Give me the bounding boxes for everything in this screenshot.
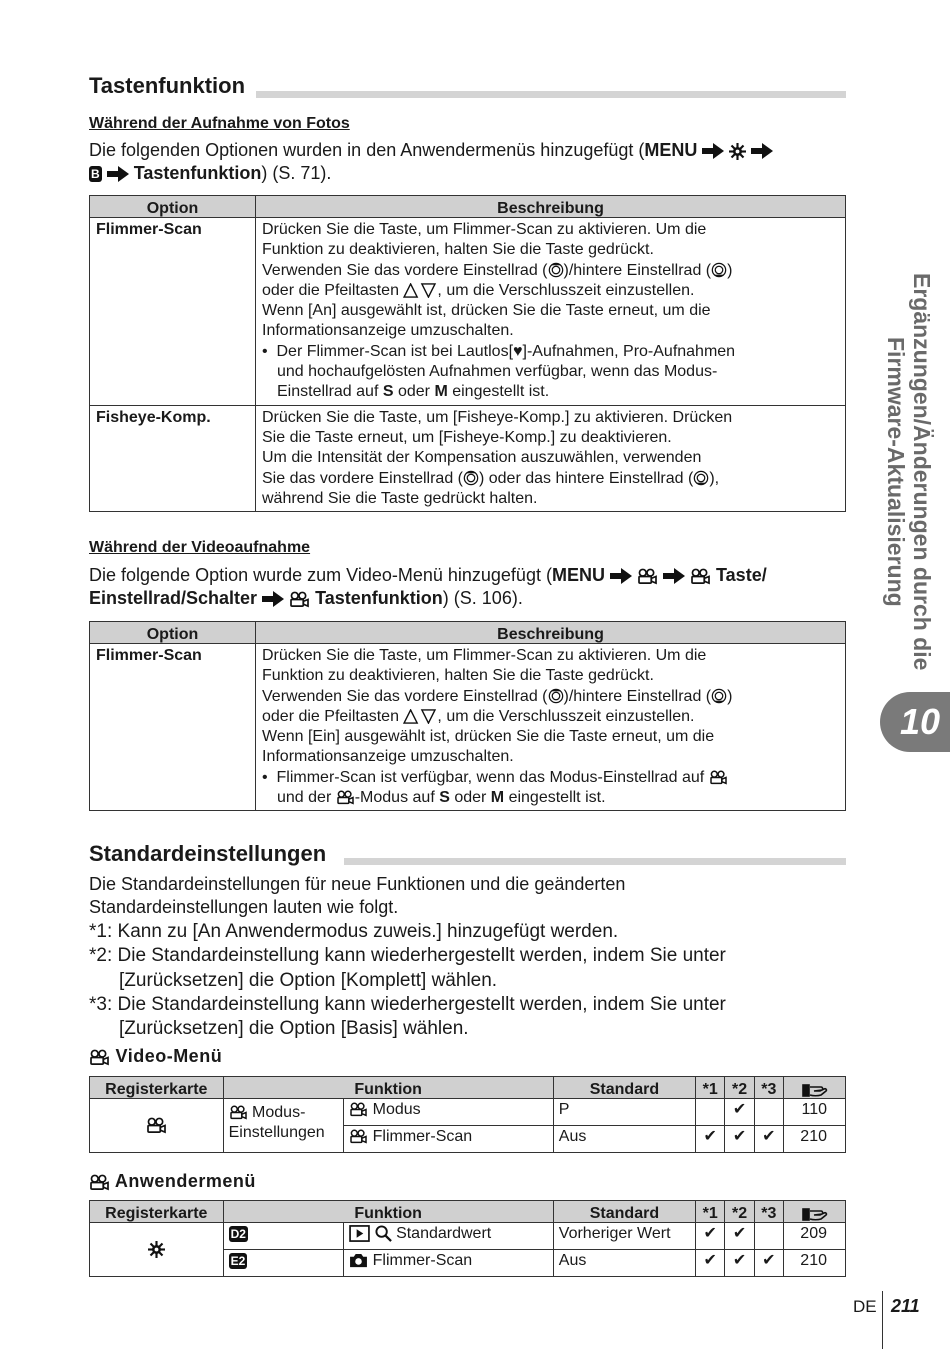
movie-camera-icon: [336, 790, 355, 805]
page-reference-icon: [802, 1206, 828, 1222]
page-number: 211: [891, 1296, 920, 1316]
header-beschreibung: Beschreibung: [256, 622, 846, 644]
photo-intro: Die folgenden Optionen wurden in den Anwendermenüs hinzugefügt (MENU B Tastenfunktion) (S. 71).: [89, 139, 849, 185]
bullet-note: • Der Flimmer-Scan ist bei Lautlos[♥]-Aufnahmen, Pro-Aufnahmen und hochaufgelösten Aufnahmen verfügbar, wenn das Modus- Einstellrad auf S oder M eingestellt ist.: [262, 342, 736, 401]
header-registerkarte: Registerkarte: [90, 1077, 224, 1099]
table-row: [90, 1223, 846, 1250]
gear-icon: [148, 1241, 165, 1258]
front-dial-icon: [548, 688, 564, 704]
right-arrow-icon: [107, 166, 129, 182]
page-cell: 209: [784, 1223, 846, 1250]
n1-cell: ✔: [696, 1250, 725, 1277]
n1-cell: ✔: [696, 1223, 725, 1250]
header-page: [784, 1077, 846, 1099]
header-option: Option: [90, 622, 256, 644]
menu-tab-b-icon: B: [91, 167, 100, 182]
header-page: [784, 1201, 846, 1223]
page-cell: 210: [784, 1250, 846, 1277]
submenu-d2-icon: D2: [230, 1226, 246, 1241]
page-cell: 110: [784, 1099, 846, 1126]
header-standard: Standard: [553, 1077, 695, 1099]
front-dial-icon: [463, 470, 479, 486]
movie-camera-icon: [229, 1105, 248, 1120]
camera-icon: [349, 1253, 368, 1268]
n3-cell: [754, 1099, 783, 1126]
standard-cell: Vorheriger Wert: [553, 1223, 695, 1250]
n3-cell: ✔: [754, 1250, 783, 1277]
right-arrow-icon: [610, 568, 632, 584]
right-arrow-icon: [702, 143, 724, 159]
header-funktion: Funktion: [223, 1077, 553, 1099]
n1-cell: [696, 1099, 725, 1126]
rear-dial-icon: [711, 262, 727, 278]
page-cell: 210: [784, 1126, 846, 1153]
section-title-underline: [256, 91, 846, 98]
movie-camera-icon: [709, 770, 728, 785]
n2-cell: ✔: [725, 1126, 754, 1153]
n3-cell: [754, 1223, 783, 1250]
table-row: [90, 1099, 846, 1126]
chapter-title-vertical: Ergänzungen/Änderungen durch die Firmware-Aktualisierung: [883, 273, 935, 671]
group-cell: Modus- Einstellungen: [223, 1099, 344, 1153]
movie-camera-icon: [349, 1102, 368, 1117]
function-cell: Flimmer-Scan: [344, 1250, 554, 1277]
right-arrow-icon: [751, 143, 773, 159]
subheading-video: Während der Videoaufnahme: [89, 539, 311, 556]
header-funktion: Funktion: [223, 1201, 553, 1223]
footer-language: DE: [853, 1297, 877, 1316]
footnotes: *1: Kann zu [An Anwendermodus zuweis.] hinzugefügt werden. *2: Die Standardeinstellung kann wiederhergestellt werden, indem Sie unter [Zurücksetzen] die Option [Komplett] wählen. *3: Die Standardeinstellung kann wiederhergestellt werden, indem Sie unter [Zurücksetzen] die Option [Basis] wählen.: [89, 921, 726, 1040]
chapter-number: 10: [900, 701, 941, 742]
header-n3: *3: [754, 1201, 783, 1223]
n1-cell: ✔: [696, 1126, 725, 1153]
function-cell: Flimmer-Scan: [344, 1126, 554, 1153]
option-description: Drücken Sie die Taste, um Flimmer-Scan zu aktivieren. Um die Funktion zu deaktivieren, halten Sie die Taste gedrückt. Verwenden Sie das vordere Einstellrad ( )/hintere Einstellrad ( ) oder die Pfeiltasten , um die Verschlusszeit einzustellen. Wenn [Ein] ausgewählt ist, drücken Sie die Taste erneut, um die Informationsanzeige umzuschalten. • Flimmer-Scan ist verfügbar, wenn das Modus-Einstellrad auf und der -Modus auf S oder M eingestellt ist.: [256, 644, 846, 811]
rear-dial-icon: [711, 688, 727, 704]
footer-divider: [882, 1291, 883, 1349]
function-cell: Standardwert: [344, 1223, 554, 1250]
magnify-icon: [375, 1225, 392, 1242]
header-n3: *3: [754, 1077, 783, 1099]
function-cell: Modus: [344, 1099, 554, 1126]
movie-camera-icon: [89, 1049, 110, 1066]
right-arrow-icon: [663, 568, 685, 584]
header-n1: *1: [696, 1077, 725, 1099]
rear-dial-icon: [693, 470, 709, 486]
submenu-cell: [223, 1223, 344, 1250]
submenu-cell: [223, 1250, 344, 1277]
header-option: Option: [90, 196, 256, 218]
n2-cell: ✔: [725, 1250, 754, 1277]
tab-cell: [90, 1223, 224, 1277]
right-arrow-icon: [262, 591, 284, 607]
header-n2: *2: [725, 1077, 754, 1099]
front-dial-icon: [548, 262, 564, 278]
table-row: [90, 405, 846, 511]
header-n2: *2: [725, 1201, 754, 1223]
option-name: Flimmer-Scan: [90, 218, 256, 406]
gear-icon: [729, 143, 746, 160]
movie-camera-icon: [146, 1117, 167, 1134]
header-beschreibung: Beschreibung: [256, 196, 846, 218]
playback-icon: [349, 1225, 370, 1242]
video-intro: Die folgende Option wurde zum Video-Menü hinzugefügt (MENU Taste/ Einstellrad/Schalter Tastenfunktion) (S. 106).: [89, 565, 767, 608]
standard-cell: Aus: [553, 1250, 695, 1277]
table-row: [90, 218, 846, 406]
photo-options-table: [89, 195, 846, 512]
header-registerkarte: Registerkarte: [90, 1201, 224, 1223]
option-name: Fisheye-Komp.: [90, 405, 256, 511]
movie-camera-icon: [690, 568, 711, 585]
custom-defaults-table: [89, 1200, 846, 1277]
video-options-table: [89, 621, 846, 811]
movie-camera-icon: [289, 591, 310, 608]
section-title-underline: [344, 858, 846, 865]
movie-camera-icon: [349, 1129, 368, 1144]
standard-cell: Aus: [553, 1126, 695, 1153]
defaults-intro: Die Standardeinstellungen für neue Funktionen und die geänderten Standardeinstellungen lauten wie folgt.: [89, 874, 626, 917]
n2-cell: ✔: [725, 1223, 754, 1250]
table-row: [90, 644, 846, 811]
custom-menu-heading: Anwendermenü: [89, 1171, 256, 1192]
subheading-photo: Während der Aufnahme von Fotos: [89, 115, 350, 132]
video-menu-heading: Video-Menü: [89, 1046, 222, 1067]
header-standard: Standard: [553, 1201, 695, 1223]
chapter-number-tab: [880, 692, 950, 752]
tab-cell: [90, 1099, 224, 1153]
n2-cell: ✔: [725, 1099, 754, 1126]
movie-camera-icon: [89, 1174, 110, 1191]
submenu-e2-icon: E2: [230, 1253, 246, 1268]
bullet-note: • Flimmer-Scan ist verfügbar, wenn das Modus-Einstellrad auf und der -Modus auf S oder M eingestellt ist.: [262, 768, 839, 809]
standard-cell: P: [553, 1099, 695, 1126]
option-name: Flimmer-Scan: [90, 644, 256, 811]
option-description: Drücken Sie die Taste, um [Fisheye-Komp.] zu aktivieren. Drücken Sie die Taste erneut, um [Fisheye-Komp.] zu deaktivieren. Um die Intensität der Kompensation auszuwählen, verwenden Sie das vordere Einstellrad ( ) oder das hintere Einstellrad ( ), während Sie die Taste gedrückt halten.: [256, 405, 846, 511]
page-reference-icon: [802, 1082, 828, 1098]
up-down-arrow-icon: [403, 283, 437, 298]
section-title-tastenfunktion: Tastenfunktion: [89, 73, 246, 98]
up-down-arrow-icon: [403, 709, 437, 724]
option-description: Drücken Sie die Taste, um Flimmer-Scan zu aktivieren. Um die Funktion zu deaktivieren, halten Sie die Taste gedrückt. Verwenden Sie das vordere Einstellrad ( )/hintere Einstellrad ( ) oder die Pfeiltasten , um die Verschlusszeit einzustellen. Wenn [An] ausgewählt ist, drücken Sie die Taste erneut, um die Informationsanzeige umzuschalten. • Der Flimmer-Scan ist bei Lautlos[♥]-Aufnahmen, Pro-Aufnahmen und hochaufgelösten Aufnahmen verfügbar, wenn das Modus- Einstellrad auf S oder M eingestellt ist.: [256, 218, 846, 406]
header-n1: *1: [696, 1201, 725, 1223]
section-title-standardeinstellungen: Standardeinstellungen: [89, 841, 327, 866]
video-defaults-table: [89, 1076, 846, 1153]
n3-cell: ✔: [754, 1126, 783, 1153]
movie-camera-icon: [637, 568, 658, 585]
